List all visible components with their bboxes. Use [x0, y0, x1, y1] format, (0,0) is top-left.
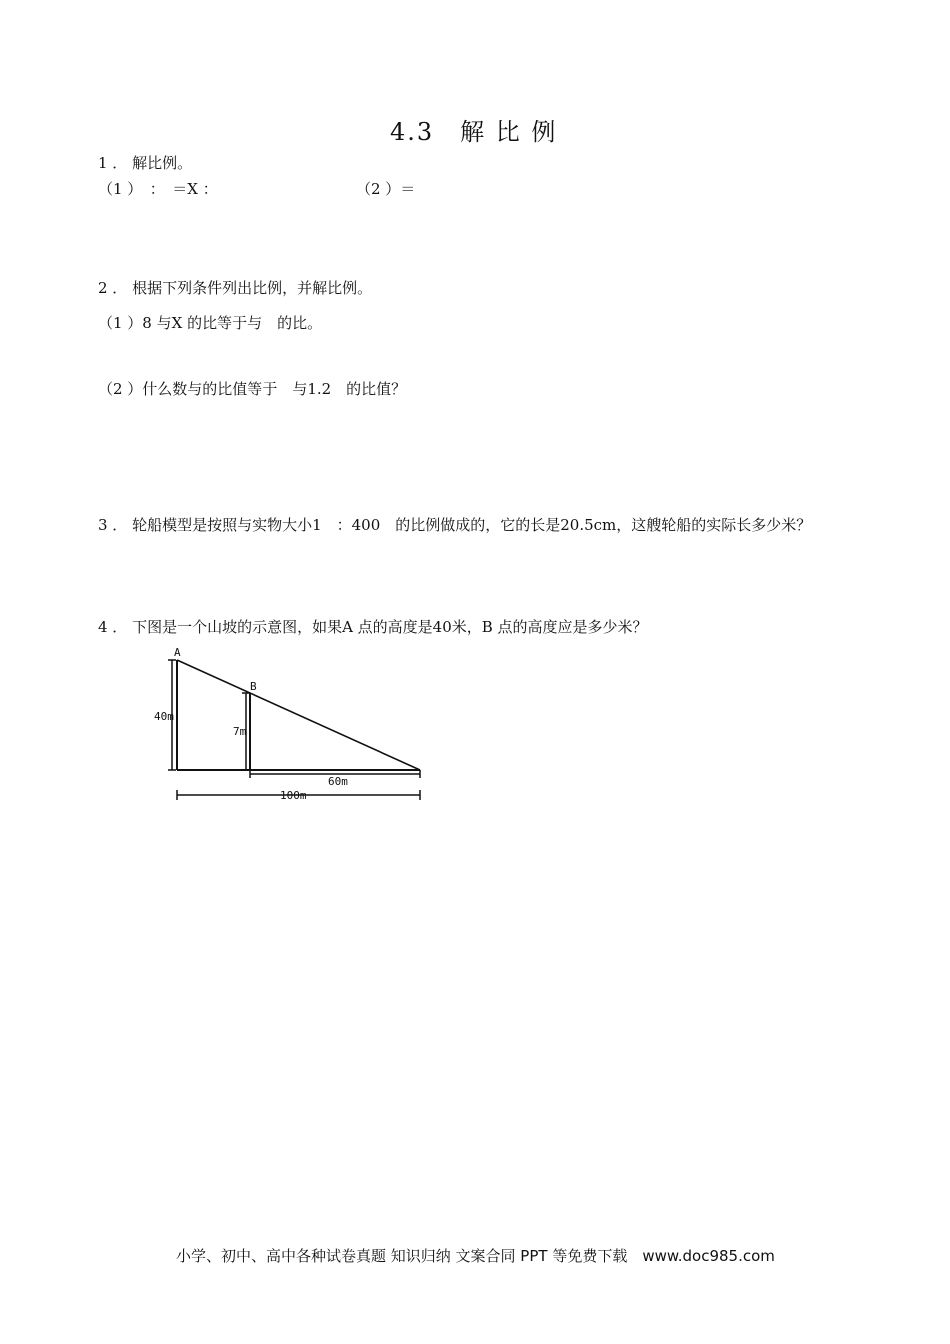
base-long-label: 100m — [280, 789, 307, 802]
question-2-heading: 2 ． 根据下列条件列出比例，并解比例。 — [98, 279, 373, 297]
question-3-text: 3 ． 轮船模型是按照与实物大小1 ：400 的比例做成的，它的长是20.5cm，这艘轮船的实际长多少米？ — [98, 516, 812, 534]
base-short-label: 60m — [328, 775, 348, 788]
page-title: 4.3 解 比 例 — [390, 118, 558, 146]
slope-diagram — [140, 640, 440, 810]
height-b-label: 7m — [233, 725, 247, 738]
question-1-part-2: （2 ）＝ — [356, 180, 416, 198]
question-4-text: 4 ． 下图是一个山坡的示意图，如果A 点的高度是40米，B 点的高度应是多少米？ — [98, 618, 648, 636]
point-a-label: A — [174, 646, 181, 659]
question-1-heading: 1 ． 解比例。 — [98, 154, 193, 172]
question-1-part-1: （1 ） ： ＝X ： — [98, 180, 218, 198]
slope-line — [177, 660, 420, 770]
question-2-part-2: （2 ）什么数与的比值等于 与1.2 的比值？ — [98, 380, 407, 398]
footer-text: 小学、初中、高中各种试卷真题 知识归纳 文案合同 PPT 等免费下载 www.doc985.com — [176, 1247, 775, 1265]
point-b-label: B — [250, 680, 257, 693]
height-a-label: 40m — [154, 710, 174, 723]
question-2-part-1: （1 ）8 与X 的比等于与 的比。 — [98, 314, 323, 332]
